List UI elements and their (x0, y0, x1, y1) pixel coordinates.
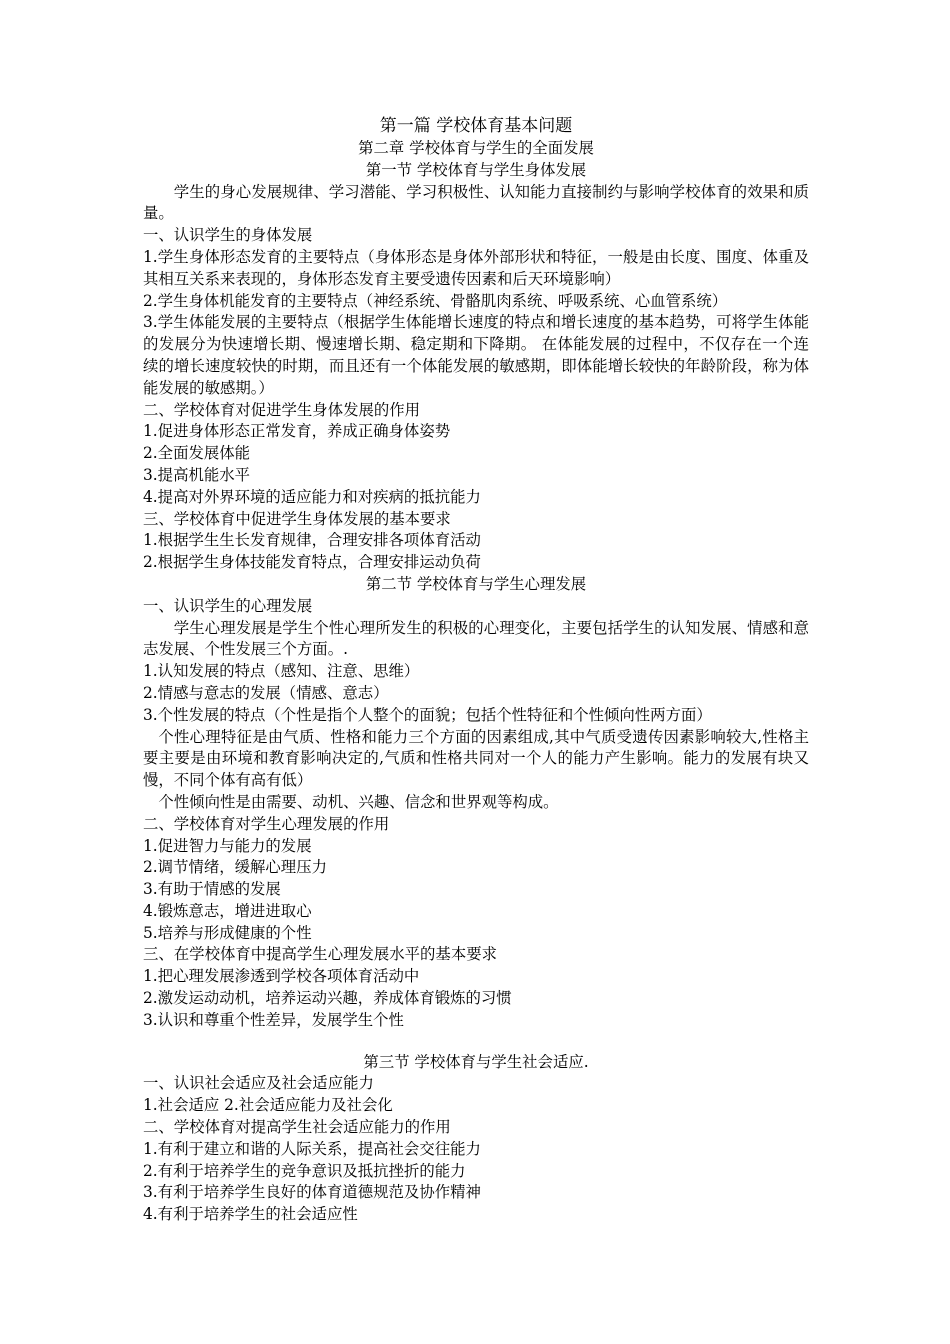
list-item: 1.把心理发展渗透到学校各项体育活动中 (143, 967, 420, 986)
list-item: 4.锻炼意志，增进进取心 (143, 901, 312, 920)
list-item: 2.有利于培养学生的竞争意识及抵抗挫折的能力 (143, 1161, 466, 1180)
list-item: 5.培养与形成健康的个性 (143, 923, 312, 942)
chapter-heading: 第二章 学校体育与学生的全面发展 (358, 139, 594, 157)
list-item: 1.促进智力与能力的发展 (143, 836, 312, 855)
subheading: 一、认识学生的心理发展 (143, 596, 313, 615)
subheading: 三、学校体育中促进学生身体发展的基本要求 (143, 509, 451, 528)
list-item: 3.学生体能发展的主要特点（根据学生体能增长速度的特点和增长速度的基本趋势，可将学生体能的发展分为快速增长期、慢速增长期、稳定期和下降期。 在体能发展的过程中，不仅存在一个连续的增长速度较快的时期，而且还有一个体能发展的敏感期，即体能增长较快的年龄阶段，称为体能发展的敏感期。） (143, 313, 809, 397)
list-item: 2.激发运动动机，培养运动兴趣，养成体育锻炼的习惯 (143, 989, 512, 1008)
subheading: 一、认识学生的身体发展 (143, 226, 313, 245)
list-item: 4.有利于培养学生的社会适应性 (143, 1205, 358, 1224)
section-intro-paragraph: 学生的身心发展规律、学习潜能、学习积极性、认知能力直接制约与影响学校体育的效果和质量。 (143, 182, 809, 223)
list-item: 2.全面发展体能 (143, 444, 251, 463)
list-item: 1.根据学生生长发育规律，合理安排各项体育活动 (143, 531, 481, 550)
subheading: 二、学校体育对促进学生身体发展的作用 (143, 400, 421, 419)
section-heading: 第三节 学校体育与学生社会适应. (363, 1052, 589, 1071)
list-item: 1.学生身体形态发育的主要特点（身体形态是身体外部形状和特征，一般是由长度、围度、体重及其相互关系来表现的，身体形态发育主要受遗传因素和后天环境影响） (143, 247, 809, 288)
list-item: 4.提高对外界环境的适应能力和对疾病的抵抗能力 (143, 487, 481, 506)
document-title: 第一篇 学校体育基本问题 (379, 116, 573, 136)
subheading: 一、认识社会适应及社会适应能力 (143, 1074, 374, 1093)
list-item: 3.个性发展的特点（个性是指个人整个的面貌；包括个性特征和个性倾向性两方面） (143, 705, 712, 724)
list-item: 3.提高机能水平 (143, 465, 251, 484)
list-item: 2.学生身体机能发育的主要特点（神经系统、骨骼肌肉系统、呼吸系统、心血管系统） (143, 291, 728, 310)
list-item: 3.有助于情感的发展 (143, 880, 281, 899)
list-item: 2.情感与意志的发展（情感、意志） (143, 683, 389, 702)
subheading: 二、学校体育对提高学生社会适应能力的作用 (143, 1118, 451, 1137)
section-heading: 第一节 学校体育与学生身体发展 (365, 160, 587, 179)
personality-traits-paragraph: 个性心理特征是由气质、性格和能力三个方面的因素组成,其中气质受遗传因素影响较大,性格主要主要是由环境和教育影响决定的,气质和性格共同对一个人的能力产生影响。能力的发展有块又慢，不同个体有高有低） (143, 727, 809, 790)
subheading: 二、学校体育对学生心理发展的作用 (143, 814, 390, 833)
list-item: 1.有利于建立和谐的人际关系，提高社会交往能力 (143, 1139, 481, 1158)
document-page (143, 114, 809, 1226)
list-item: 1.认知发展的特点（感知、注意、思维） (143, 662, 420, 681)
section-heading: 第二节 学校体育与学生心理发展 (365, 574, 587, 593)
list-item: 2.调节情绪，缓解心理压力 (143, 858, 327, 877)
list-item: 2.根据学生身体技能发育特点，合理安排运动负荷 (143, 553, 481, 572)
section-intro-paragraph: 学生心理发展是学生个性心理所发生的积极的心理变化，主要包括学生的认知发展、情感和意志发展、个性发展三个方面。. (143, 618, 809, 659)
list-item: 3.认识和尊重个性差异，发展学生个性 (143, 1010, 404, 1029)
list-item: 3.有利于培养学生良好的体育道德规范及协作精神 (143, 1183, 481, 1202)
personality-tendency-paragraph: 个性倾向性是由需要、动机、兴趣、信念和世界观等构成。 (158, 792, 559, 811)
subheading: 三、在学校体育中提高学生心理发展水平的基本要求 (143, 945, 497, 964)
list-item: 1.社会适应 2.社会适应能力及社会化 (143, 1096, 393, 1115)
list-item: 1.促进身体形态正常发育，养成正确身体姿势 (143, 422, 451, 441)
blank-line (143, 1032, 809, 1052)
